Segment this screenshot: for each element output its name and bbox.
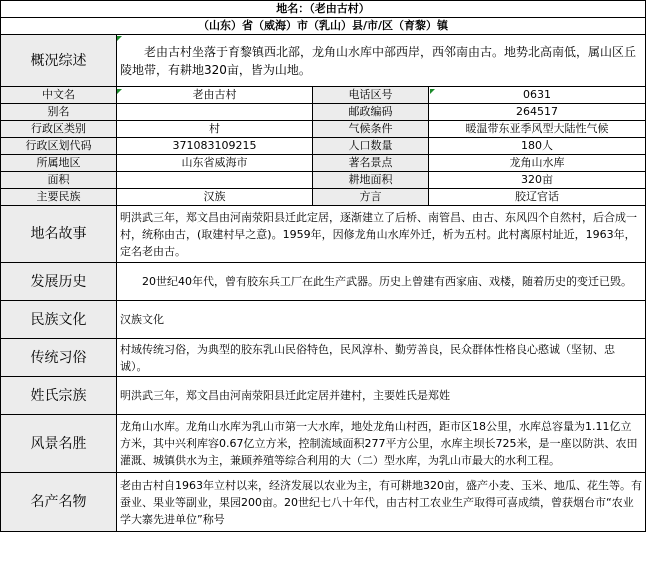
phone-area-value: 0631: [429, 87, 646, 104]
clan-label: 姓氏宗族: [1, 377, 117, 415]
area-label: 面积: [1, 172, 117, 189]
postcode-value: 264517: [429, 104, 646, 121]
dialect-label: 方言: [313, 189, 429, 206]
dialect-value: 胶辽官话: [429, 189, 646, 206]
story-text: 明洪武三年，郑文昌由河南荥阳县迁此定居，逐渐建立了后桥、南管昌、由古、东风四个自然村，后合成一村，统称由古，(取建村早之意)。1959年，因修龙角山水库外迁，析为五村。此村离原村址近，1963年，定名老由古。: [117, 206, 646, 263]
chinese-name-value: 老由古村: [117, 87, 313, 104]
overview-label: 概况综述: [1, 35, 117, 87]
attraction-value: 龙角山水库: [429, 155, 646, 172]
postcode-label: 邮政编码: [313, 104, 429, 121]
area-value: [117, 172, 313, 189]
climate-value: 暖温带东亚季风型大陆性气候: [429, 121, 646, 138]
scenery-label: 风景名胜: [1, 415, 117, 473]
population-value: 180人: [429, 138, 646, 155]
culture-label: 民族文化: [1, 301, 117, 339]
farmland-value: 320亩: [429, 172, 646, 189]
cell-marker-icon: [117, 36, 122, 41]
farmland-label: 耕地面积: [313, 172, 429, 189]
admin-type-label: 行政区类别: [1, 121, 117, 138]
cell-marker-icon: [117, 89, 122, 94]
scenery-text: 龙角山水库。龙角山水库为乳山市第一大水库，地处龙角山村西，距市区18公里，水库总容量为1.11亿立方米，其中兴利库容0.67亿立方米，控制流域面积277平方公里，水库主坝长725米，是一座以防洪、农田灌溉、城镇供水为主，兼顾养殖等综合利用的大（二）型水库，为乳山市最大的水利工程。: [117, 415, 646, 473]
region-value: 山东省威海市: [117, 155, 313, 172]
story-label: 地名故事: [1, 206, 117, 263]
culture-text: 汉族文化: [117, 301, 646, 339]
climate-label: 气候条件: [313, 121, 429, 138]
overview-text: 老由古村坐落于育黎镇西北部，龙角山水库中部西岸，西邻南由古。地势北高南低，属山区丘陵地带，有耕地320亩，皆为山地。: [117, 35, 646, 87]
cell-marker-icon: [430, 89, 435, 94]
admin-type-value: 村: [117, 121, 313, 138]
location-subtitle: （山东）省（威海）市（乳山）县/市/区（育黎）镇: [1, 18, 646, 35]
custom-label: 传统习俗: [1, 339, 117, 377]
alias-value: [117, 104, 313, 121]
attraction-label: 著名景点: [313, 155, 429, 172]
population-label: 人口数量: [313, 138, 429, 155]
admin-code-label: 行政区划代码: [1, 138, 117, 155]
custom-text: 村域传统习俗，为典型的胶东乳山民俗特色，民风淳朴、勤劳善良，民众群体性格良心憨诚（坚韧、忠诚）。: [117, 339, 646, 377]
admin-code-value: 371083109215: [117, 138, 313, 155]
clan-text: 明洪武三年，郑文昌由河南荥阳县迁此定居并建村，主要姓氏是郑姓: [117, 377, 646, 415]
product-text: 老由古村自1963年立村以来，经济发展以农业为主，有可耕地320亩，盛产小麦、玉米、地瓜、花生等。有蚕业、果业等副业，果园200亩。20世纪七八十年代，由古村工农业生产取得可喜成绩，曾获烟台市“农业学大寨先进单位”称号: [117, 473, 646, 532]
history-text: 20世纪40年代，曾有胶东兵工厂在此生产武器。历史上曾建有西家庙、戏楼，随着历史的变迁已毁。: [117, 263, 646, 301]
region-label: 所属地区: [1, 155, 117, 172]
chinese-name-label: 中文名: [1, 87, 117, 104]
history-label: 发展历史: [1, 263, 117, 301]
product-label: 名产名物: [1, 473, 117, 532]
phone-area-label: 电话区号: [313, 87, 429, 104]
ethnicity-value: 汉族: [117, 189, 313, 206]
alias-label: 别名: [1, 104, 117, 121]
ethnicity-label: 主要民族: [1, 189, 117, 206]
page-title: 地名：（老由古村）: [1, 1, 646, 18]
